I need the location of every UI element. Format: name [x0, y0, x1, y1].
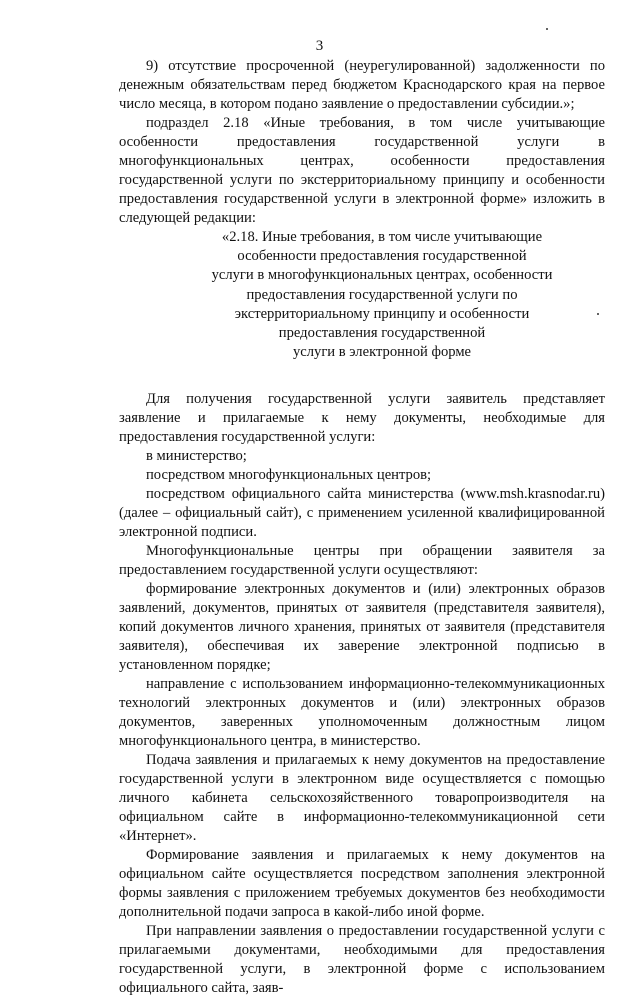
section-title-line: предоставления государственной услуги по	[246, 286, 518, 303]
list-item-mfc-sending: направление с использованием информационно-телекоммуникационных технологий электронных документов и (или) электронных образов документов, заверенных уполномоченным должностным лицом многофункционального центра, в министерство.	[119, 676, 605, 750]
section-title-line: услуги в электронной форме	[292, 344, 472, 361]
paragraph-electronic-submission: Подача заявления и прилагаемых к нему документов на предоставление государственной услуги в электронном виде осуществляется с помощью личного кабинета сельскохозяйственного товаропроизводителя на официальном сайте в информационно-телекоммуникационной сети «Интернет».	[119, 752, 605, 845]
paragraph-item-9: 9) отсутствие просроченной (неурегулированной) задолженности по денежным обязательствам перед бюджетом Краснодарского края на первое число месяца, в котором подано заявление о предоставлении субсидии.»;	[119, 58, 605, 112]
section-title-line: предоставления государственной	[278, 325, 486, 342]
paragraph-form-filling: Формирование заявления и прилагаемых к нему документов на официальном сайте осуществляется посредством заполнения электронной формы заявления с приложением требуемых документов без необходимости дополнительной подачи запроса в какой-либо иной форме.	[119, 847, 605, 921]
paragraph-subsection-2-18: подраздел 2.18 «Иные требования, в том числе учитывающие особенности предоставления государственной услуги в многофункциональных центрах, особенности предоставления государственной услуги по экстерриториальному принципу и особенности предоставления государственной услуги в электронной форме» изложить в следующей редакции:	[119, 115, 605, 226]
section-title-line: особенности предоставления государственной	[237, 248, 527, 265]
list-item-mfc-forming: формирование электронных документов и (или) электронных образов заявлений, документов, принятых от заявителя (представителя заявителя), копий документов личного хранения, принятых от заявителя (представителя заявителя), обеспечивая их заверение электронной подписью в установленном порядке;	[119, 581, 605, 674]
spacer	[119, 362, 605, 390]
page-number: 3	[315, 38, 324, 54]
scan-speck	[597, 313, 599, 315]
list-item-ministry: в министерство;	[146, 448, 247, 465]
section-title-line: услуги в многофункциональных центрах, особенности	[211, 267, 553, 284]
list-item-official-site: посредством официального сайта министерства (www.msh.krasnodar.ru) (далее – официальный сайт), с применением усиленной квалифицированной электронной подписи.	[119, 486, 605, 541]
section-title-line: экстерриториальному принципу и особенности	[234, 305, 530, 322]
section-title-line: «2.18. Иные требования, в том числе учитывающие	[221, 229, 543, 245]
list-item-mfc: посредством многофункциональных центров;	[146, 467, 432, 484]
paragraph-intro: Для получения государственной услуги заявитель представляет заявление и прилагаемые к нему документы, необходимые для предоставления государственной услуги:	[119, 391, 605, 446]
document-body	[119, 57, 605, 998]
paragraph-sending-application: При направлении заявления о предоставлении государственной услуги с прилагаемыми документами, необходимыми для предоставления государственной услуги, в электронной форме с использованием официального сайта, заяв-	[119, 923, 605, 997]
section-title	[119, 228, 605, 362]
paragraph-mfc-duties: Многофункциональные центры при обращении заявителя за предоставлением государственной услуги осуществляют:	[119, 543, 605, 579]
scan-speck	[546, 28, 548, 30]
